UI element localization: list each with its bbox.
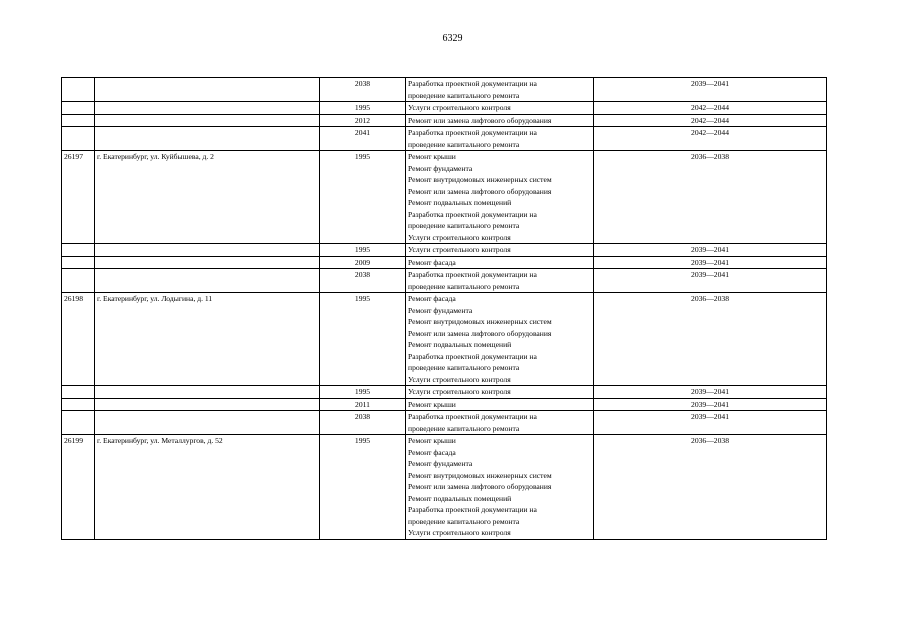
year-cell: 2038	[320, 411, 406, 435]
period-cell: 2036—2038	[594, 293, 827, 386]
work-item: Ремонт фасада	[408, 447, 456, 457]
work-item: Услуги строительного контроля	[408, 245, 511, 254]
works-cell	[406, 411, 594, 435]
address-cell	[95, 398, 320, 411]
work-item: Разработка проектной документации на	[408, 351, 537, 361]
work-item: Разработка проектной документации на	[408, 128, 537, 137]
works-cell	[406, 256, 594, 269]
works-cell	[406, 398, 594, 411]
work-item: Ремонт или замена лифтового оборудования	[408, 328, 552, 338]
work-item: Услуги строительного контроля	[408, 374, 511, 384]
period-cell: 2039—2041	[594, 256, 827, 269]
object-number-cell	[62, 386, 95, 399]
works-cell	[406, 244, 594, 257]
work-item: Ремонт фундамента	[408, 305, 473, 315]
year-cell: 1995	[320, 386, 406, 399]
works-cell	[406, 293, 594, 386]
work-item: Ремонт фасада	[408, 294, 456, 303]
address-cell	[95, 386, 320, 399]
object-number-cell	[62, 256, 95, 269]
address-cell	[95, 78, 320, 102]
year-cell: 1995	[320, 435, 406, 540]
works-cell	[406, 269, 594, 293]
period-cell: 2042—2044	[594, 127, 827, 151]
table-row	[62, 386, 827, 399]
address-cell	[95, 411, 320, 435]
works-cell	[406, 78, 594, 102]
period-cell: 2042—2044	[594, 114, 827, 127]
works-cell	[406, 127, 594, 151]
work-item: проведение капитального ремонта	[408, 423, 520, 433]
address-cell	[95, 256, 320, 269]
work-item: Услуги строительного контроля	[408, 387, 511, 396]
year-cell: 1995	[320, 102, 406, 115]
table-row	[62, 78, 827, 102]
year-cell: 2011	[320, 398, 406, 411]
work-item: Разработка проектной документации на	[408, 505, 537, 514]
table-row	[62, 398, 827, 411]
year-cell: 2012	[320, 114, 406, 127]
period-cell: 2039—2041	[594, 78, 827, 102]
capital-repair-table	[61, 77, 827, 540]
address-cell: г. Екатеринбург, ул. Металлургов, д. 52	[95, 435, 320, 540]
work-item: Разработка проектной документации на	[408, 79, 537, 88]
object-number-cell	[62, 411, 95, 435]
work-item: Ремонт крыши	[408, 436, 456, 445]
table-row	[62, 256, 827, 269]
period-cell: 2039—2041	[594, 244, 827, 257]
work-item: Ремонт фундамента	[408, 459, 473, 468]
year-cell: 2038	[320, 78, 406, 102]
table-row	[62, 244, 827, 257]
period-cell: 2039—2041	[594, 386, 827, 399]
address-cell	[95, 114, 320, 127]
work-item: Ремонт фасада	[408, 257, 456, 267]
object-number-cell: 26199	[62, 435, 95, 540]
address-cell	[95, 269, 320, 293]
period-cell: 2039—2041	[594, 398, 827, 411]
address-cell	[95, 102, 320, 115]
table-row	[62, 114, 827, 127]
address-cell	[95, 127, 320, 151]
address-cell: г. Екатеринбург, ул. Куйбышева, д. 2	[95, 151, 320, 244]
work-item: Ремонт или замена лифтового оборудования	[408, 482, 552, 491]
works-cell	[406, 151, 594, 244]
object-number-cell	[62, 244, 95, 257]
object-number-cell: 26198	[62, 293, 95, 386]
work-item: Ремонт внутридомовых инженерных систем	[408, 470, 552, 480]
page-number: 6329	[442, 33, 463, 44]
works-cell	[406, 386, 594, 399]
year-cell: 1995	[320, 151, 406, 244]
work-item: Разработка проектной документации на	[408, 270, 537, 279]
work-item: Разработка проектной документации на	[408, 209, 537, 219]
object-number-cell: 26197	[62, 151, 95, 244]
table-row	[62, 411, 827, 435]
work-item: Ремонт внутридомовых инженерных систем	[408, 317, 552, 326]
table-row	[62, 102, 827, 115]
work-item: проведение капитального ремонта	[408, 516, 520, 526]
work-item: Ремонт или замена лифтового оборудования	[408, 115, 552, 125]
object-number-cell	[62, 398, 95, 411]
period-cell: 2039—2041	[594, 269, 827, 293]
year-cell: 2041	[320, 127, 406, 151]
period-cell: 2036—2038	[594, 435, 827, 540]
table-row	[62, 293, 827, 386]
work-item: Ремонт подвальных помещений	[408, 340, 512, 349]
period-cell: 2036—2038	[594, 151, 827, 244]
year-cell: 1995	[320, 293, 406, 386]
period-cell: 2042—2044	[594, 102, 827, 115]
object-number-cell	[62, 102, 95, 115]
address-cell	[95, 244, 320, 257]
works-cell	[406, 102, 594, 115]
work-item: проведение капитального ремонта	[408, 139, 520, 149]
work-item: Ремонт подвальных помещений	[408, 493, 512, 503]
table-body	[62, 78, 827, 540]
work-item: Услуги строительного контроля	[408, 103, 511, 112]
work-item: проведение капитального ремонта	[408, 221, 520, 230]
work-item: Ремонт подвальных помещений	[408, 198, 512, 207]
work-item: Ремонт внутридомовых инженерных систем	[408, 175, 552, 184]
work-item: Ремонт или замена лифтового оборудования	[408, 186, 552, 196]
table-row	[62, 435, 827, 540]
work-item: Услуги строительного контроля	[408, 528, 511, 537]
work-item: Разработка проектной документации на	[408, 412, 537, 421]
address-cell: г. Екатеринбург, ул. Лодыгина, д. 11	[95, 293, 320, 386]
year-cell: 1995	[320, 244, 406, 257]
year-cell: 2009	[320, 256, 406, 269]
works-cell	[406, 114, 594, 127]
year-cell: 2038	[320, 269, 406, 293]
work-item: проведение капитального ремонта	[408, 281, 520, 291]
table-row	[62, 127, 827, 151]
work-item: проведение капитального ремонта	[408, 363, 520, 372]
work-item: Ремонт крыши	[408, 152, 456, 161]
work-item: Услуги строительного контроля	[408, 232, 511, 242]
object-number-cell	[62, 78, 95, 102]
object-number-cell	[62, 127, 95, 151]
period-cell: 2039—2041	[594, 411, 827, 435]
object-number-cell	[62, 114, 95, 127]
table-row	[62, 269, 827, 293]
object-number-cell	[62, 269, 95, 293]
work-item: Ремонт фундамента	[408, 163, 473, 173]
work-item: Ремонт крыши	[408, 399, 456, 409]
works-cell	[406, 435, 594, 540]
work-item: проведение капитального ремонта	[408, 90, 520, 100]
table-row	[62, 151, 827, 244]
